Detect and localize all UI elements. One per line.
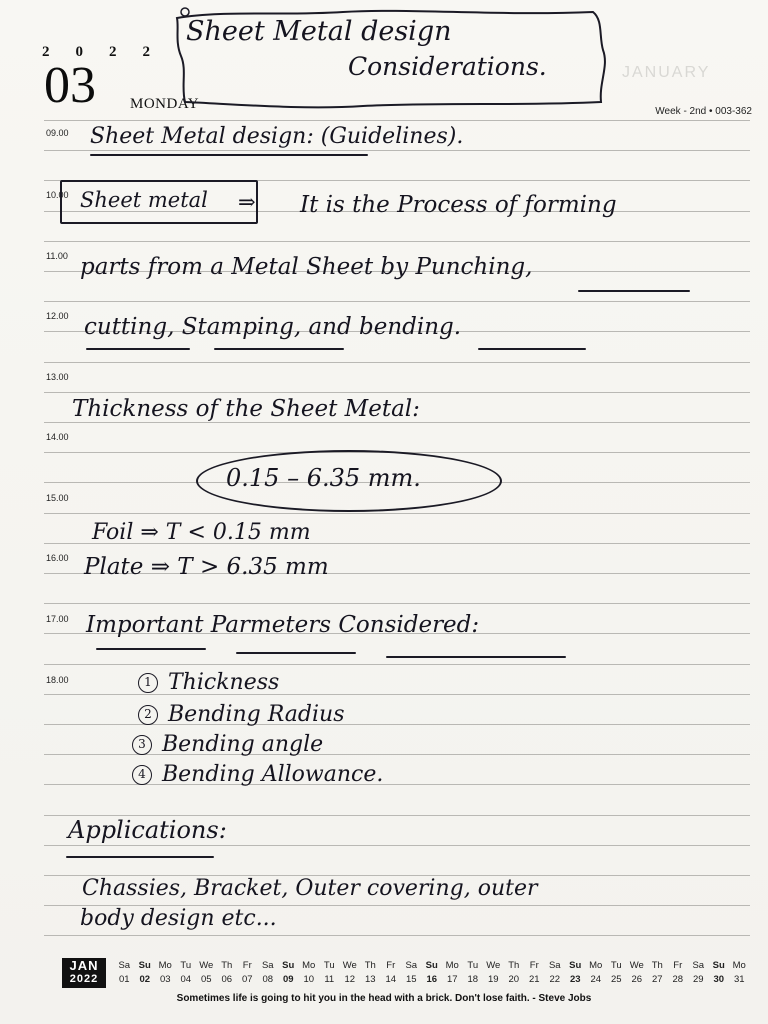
calendar-weekday: Su — [712, 960, 725, 971]
param-text: Bending Allowance. — [162, 762, 384, 787]
cutting-underline — [86, 348, 190, 350]
calendar-date: 07 — [241, 974, 253, 985]
calendar-date: 26 — [631, 974, 643, 985]
calendar-date: 28 — [672, 974, 684, 985]
calendar-weekday: We — [199, 960, 214, 971]
calendar-day — [196, 959, 217, 987]
calendar-day — [647, 959, 668, 987]
calendar-weekday: Mo — [589, 960, 603, 971]
calendar-day — [114, 959, 135, 987]
calendar-day — [155, 959, 176, 987]
calendar-weekday: Th — [508, 960, 520, 971]
year-label: 2022 — [42, 44, 176, 60]
foil-range: Foil ⇒ T < 0.15 mm — [92, 520, 311, 545]
ruled-line — [44, 935, 750, 936]
params-heading: Important Parmeters Considered: — [86, 612, 480, 638]
time-label: 09.00 — [46, 128, 69, 138]
calendar-date: 13 — [364, 974, 376, 985]
calendar-weekday: Th — [221, 960, 233, 971]
definition-term: Sheet metal — [80, 188, 208, 212]
calendar-day — [401, 959, 422, 987]
calendar-weekday: Tu — [467, 960, 479, 971]
calendar-day — [627, 959, 648, 987]
calendar-weekday: Su — [569, 960, 582, 971]
calendar-date: 27 — [651, 974, 663, 985]
param-item — [132, 762, 383, 787]
calendar-day — [483, 959, 504, 987]
ruled-line — [44, 120, 750, 121]
param-number: 2 — [138, 705, 158, 725]
time-label: 10.00 — [46, 190, 69, 200]
time-label: 18.00 — [46, 675, 69, 685]
calendar-date: 16 — [426, 974, 438, 985]
weekday-label: MONDAY — [130, 96, 200, 112]
calendar-weekday: Th — [364, 960, 376, 971]
calendar-weekday: We — [486, 960, 501, 971]
params-underline-3 — [386, 656, 566, 658]
calendar-date: 06 — [221, 974, 233, 985]
calendar-weekday: Su — [425, 960, 438, 971]
params-underline-2 — [236, 652, 356, 654]
calendar-date: 10 — [303, 974, 315, 985]
ruled-line — [44, 241, 750, 242]
thickness-label: Thickness of the Sheet Metal: — [72, 396, 420, 422]
calendar-weekday: Fr — [242, 960, 252, 971]
calendar-day — [299, 959, 320, 987]
ruled-line — [44, 845, 750, 846]
param-item — [138, 702, 344, 727]
calendar-day — [237, 959, 258, 987]
calendar-date: 05 — [200, 974, 212, 985]
calendar-day — [258, 959, 279, 987]
param-text: Bending Radius — [168, 702, 345, 727]
calendar-weekday: Fr — [673, 960, 683, 971]
calendar-day — [422, 959, 443, 987]
punching-underline — [578, 290, 690, 292]
calendar-month-badge — [62, 958, 106, 988]
calendar-weekday: Sa — [261, 960, 274, 971]
calendar-day — [524, 959, 545, 987]
calendar-weekday: Th — [651, 960, 663, 971]
faint-month-label: JANUARY — [622, 64, 711, 81]
calendar-date: 29 — [692, 974, 704, 985]
time-label: 12.00 — [46, 311, 69, 321]
day-number: 03 — [44, 57, 96, 114]
ruled-line — [44, 603, 750, 604]
params-underline-1 — [96, 648, 206, 650]
calendar-weekday: Sa — [548, 960, 561, 971]
applications-line-1: Chassies, Bracket, Outer covering, outer — [82, 876, 538, 901]
calendar-day — [360, 959, 381, 987]
calendar-weekday: Mo — [302, 960, 316, 971]
title-line-2: Considerations. — [348, 52, 547, 81]
calendar-date: 02 — [139, 974, 151, 985]
calendar-day — [545, 959, 566, 987]
calendar-weekday: Fr — [529, 960, 539, 971]
heading-underline — [90, 154, 368, 156]
calendar-day — [442, 959, 463, 987]
calendar-day — [381, 959, 402, 987]
calendar-weekday: Mo — [445, 960, 459, 971]
calendar-date: 18 — [467, 974, 479, 985]
calendar-day — [688, 959, 709, 987]
calendar-weekday: We — [342, 960, 357, 971]
calendar-date: 08 — [262, 974, 274, 985]
calendar-date: 20 — [508, 974, 520, 985]
calendar-month: JAN — [69, 958, 99, 973]
param-text: Bending angle — [162, 732, 324, 757]
calendar-date: 21 — [528, 974, 540, 985]
calendar-days — [114, 959, 752, 987]
calendar-date: 23 — [569, 974, 581, 985]
ruled-line — [44, 362, 750, 363]
calendar-date: 09 — [282, 974, 294, 985]
calendar-weekday: Sa — [118, 960, 131, 971]
calendar-day — [668, 959, 689, 987]
calendar-weekday: Mo — [158, 960, 172, 971]
applications-underline — [66, 856, 214, 858]
plate-range: Plate ⇒ T > 6.35 mm — [84, 554, 329, 580]
applications-line-2: body design etc... — [80, 906, 277, 931]
ruled-line — [44, 150, 750, 151]
param-number: 1 — [138, 673, 158, 693]
title-line-1: Sheet Metal design — [186, 16, 452, 47]
definition-line-1: It is the Process of forming — [300, 192, 617, 218]
calendar-day — [319, 959, 340, 987]
calendar-date: 17 — [446, 974, 458, 985]
param-item — [138, 670, 279, 695]
calendar-day — [340, 959, 361, 987]
definition-line-3: cutting, Stamping, and bending. — [84, 314, 462, 340]
time-label: 16.00 — [46, 553, 69, 563]
ruled-line — [44, 392, 750, 393]
calendar-weekday: Tu — [610, 960, 622, 971]
ruled-line — [44, 422, 750, 423]
time-label: 11.00 — [46, 251, 68, 261]
time-label: 15.00 — [46, 493, 69, 503]
calendar-weekday: Fr — [386, 960, 396, 971]
calendar-date: 24 — [590, 974, 602, 985]
thickness-range: 0.15 – 6.35 mm. — [226, 464, 421, 492]
calendar-date: 12 — [344, 974, 356, 985]
calendar-weekday: We — [629, 960, 644, 971]
param-number: 3 — [132, 735, 152, 755]
calendar-day — [565, 959, 586, 987]
time-label: 13.00 — [46, 372, 69, 382]
bending-underline — [478, 348, 586, 350]
calendar-weekday: Sa — [692, 960, 705, 971]
calendar-day — [586, 959, 607, 987]
calendar-day — [709, 959, 730, 987]
calendar-date: 31 — [733, 974, 745, 985]
time-label: 14.00 — [46, 432, 69, 442]
ruled-line — [44, 664, 750, 665]
calendar-date: 30 — [713, 974, 725, 985]
calendar-day — [135, 959, 156, 987]
ruled-line — [44, 301, 750, 302]
notes-heading: Sheet Metal design: (Guidelines). — [90, 124, 464, 149]
ruled-line — [44, 513, 750, 514]
calendar-date: 19 — [487, 974, 499, 985]
calendar-weekday: Mo — [732, 960, 746, 971]
week-info: Week - 2nd • 003-362 — [655, 106, 752, 117]
calendar-year: 2022 — [69, 973, 99, 985]
footer-quote: Sometimes life is going to hit you in the head with a brick. Don't lose faith. - Steve Jobs — [176, 993, 592, 1004]
stamping-underline — [214, 348, 344, 350]
calendar-day — [729, 959, 750, 987]
calendar-date: 04 — [180, 974, 192, 985]
calendar-day — [217, 959, 238, 987]
param-text: Thickness — [168, 670, 280, 695]
calendar-date: 11 — [324, 974, 335, 985]
calendar-date: 22 — [549, 974, 561, 985]
calendar-weekday: Tu — [180, 960, 192, 971]
time-label: 17.00 — [46, 614, 69, 624]
calendar-day — [278, 959, 299, 987]
calendar-day — [176, 959, 197, 987]
definition-arrow: ⇒ — [238, 190, 256, 214]
calendar-day — [606, 959, 627, 987]
definition-line-2: parts from a Metal Sheet by Punching, — [80, 254, 533, 280]
applications-heading: Applications: — [68, 816, 227, 844]
calendar-weekday: Tu — [323, 960, 335, 971]
calendar-weekday: Su — [138, 960, 151, 971]
calendar-day — [504, 959, 525, 987]
calendar-date: 14 — [385, 974, 397, 985]
calendar-weekday: Su — [282, 960, 295, 971]
calendar-date: 15 — [405, 974, 417, 985]
calendar-date: 25 — [610, 974, 622, 985]
calendar-weekday: Sa — [405, 960, 418, 971]
calendar-date: 03 — [159, 974, 171, 985]
param-number: 4 — [132, 765, 152, 785]
month-calendar-strip — [62, 958, 752, 988]
param-item — [132, 732, 323, 757]
calendar-day — [463, 959, 484, 987]
calendar-date: 01 — [118, 974, 130, 985]
